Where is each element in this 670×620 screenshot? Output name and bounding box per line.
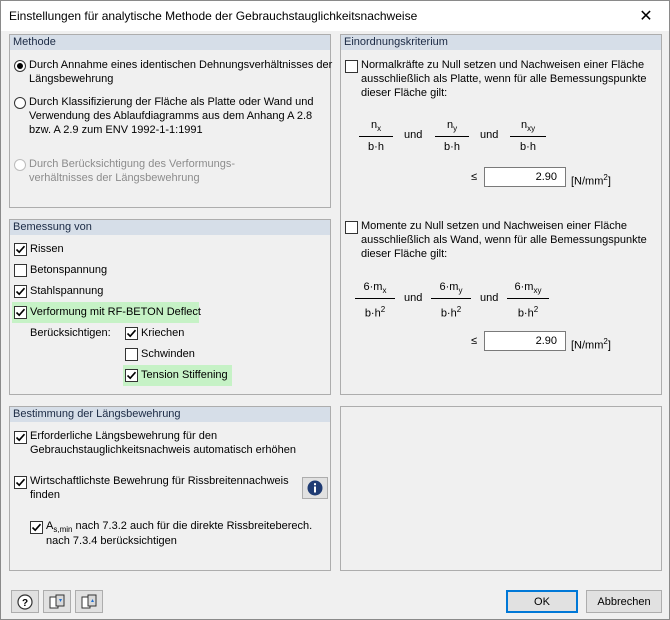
unit-label-1 [571, 170, 611, 190]
mx-den-base: b·h [364, 307, 381, 320]
radio-identical-strain[interactable] [14, 60, 26, 72]
mx-sub: x [382, 286, 387, 296]
fraction-my-denominator [431, 302, 471, 320]
fraction-bar [359, 136, 393, 137]
checkbox-rissen-label: Rissen [30, 243, 64, 255]
svg-text:?: ? [21, 597, 29, 609]
check-icon [15, 307, 26, 318]
my-sub: y [458, 286, 463, 296]
und-3: und [404, 292, 423, 304]
group-einordnung-header: Einordnungskriterium [341, 35, 661, 50]
unit-label-2 [571, 334, 611, 354]
help-icon [16, 594, 34, 610]
increase-reinforcement-label-1: Erforderliche Längsbewehrung für den [30, 430, 218, 442]
my-den-sup: 2 [456, 305, 462, 314]
group-methode-header: Methode [10, 35, 330, 50]
group-bemessung [9, 219, 331, 395]
fraction-bar [507, 298, 549, 299]
check-icon [126, 370, 137, 381]
increase-reinforcement-label-2: Gebrauchstauglichkeitsnachweis automatisch erhöhen [30, 444, 296, 456]
check-icon [31, 522, 42, 533]
fraction-nx-denominator: b·h [368, 141, 384, 153]
checkbox-wand[interactable] [345, 221, 358, 234]
fraction-my [431, 280, 471, 320]
radio-deformation-ratio-label-2: verhältnisses der Längsbewehrung [29, 172, 200, 184]
fraction-mxy [507, 280, 549, 320]
fraction-ny-denominator: b·h [444, 141, 460, 153]
ok-button[interactable]: OK [506, 590, 578, 613]
fraction-bar [355, 298, 395, 299]
checkbox-betonspannung[interactable] [14, 264, 27, 277]
group-methode [9, 34, 331, 208]
nxy-base: n [520, 119, 528, 131]
fraction-nxy [510, 118, 546, 155]
cancel-button[interactable]: Abbrechen [586, 590, 662, 613]
fraction-nxy-denominator: b·h [520, 141, 536, 153]
fraction-nx [359, 118, 393, 155]
check-icon [15, 286, 26, 297]
fraction-ny [435, 118, 469, 155]
empty-panel [340, 406, 662, 571]
group-bemessung-header: Bemessung von [10, 220, 330, 235]
as-min-subscript: s,min [53, 525, 73, 535]
nx-sub: x [377, 124, 382, 134]
save-defaults-button[interactable] [75, 590, 103, 613]
group-laengsbewehrung [9, 406, 331, 571]
wand-label-1: Momente zu Null setzen und Nachweisen einer Fläche [361, 220, 627, 232]
radio-deformation-ratio-label-1: Durch Berücksichtigung des Verformungs- [29, 158, 236, 170]
checkbox-tension-stiffening-label: Tension Stiffening [141, 369, 228, 381]
und-4: und [480, 292, 499, 304]
checkbox-verformung-label: Verformung mit RF-BETON Deflect [30, 306, 201, 318]
unit-post: ] [607, 175, 611, 188]
platte-label-2: ausschließlich als Platte, wenn für alle Bemessungspunkte [361, 73, 647, 85]
group-laengsbewehrung-header: Bestimmung der Längsbewehrung [10, 407, 330, 422]
economic-reinforcement-label-1: Wirtschaftlichste Bewehrung für Rissbreitennachweis [30, 475, 289, 487]
checkbox-tension-stiffening[interactable] [125, 369, 138, 382]
mxy-den-sup: 2 [533, 305, 539, 314]
economic-reinforcement-label-2: finden [30, 489, 60, 501]
load-defaults-button[interactable] [43, 590, 71, 613]
fraction-mxy-numerator [507, 280, 549, 295]
checkbox-stahlspannung-label: Stahlspannung [30, 285, 104, 297]
check-icon [126, 328, 137, 339]
checkbox-verformung[interactable] [14, 306, 27, 319]
radio-classification-label-2: Verwendung des Ablaufdiagramms aus dem Anhang A 2.8 [29, 110, 313, 122]
nxy-sub: xy [527, 124, 536, 134]
help-button[interactable] [11, 590, 39, 613]
wand-label-3: dieser Fläche gilt: [361, 248, 448, 260]
checkbox-rissen[interactable] [14, 243, 27, 256]
as-min-label-2: nach 7.3.4 berücksichtigen [46, 535, 177, 547]
title-bar [1, 1, 669, 31]
radio-classification-label-3: bzw. A 2.9 zum ENV 1992-1-1:1991 [29, 124, 203, 136]
checkbox-schwinden[interactable] [125, 348, 138, 361]
platte-label-3: dieser Fläche gilt: [361, 87, 448, 99]
checkbox-as-min[interactable] [30, 521, 43, 534]
close-button[interactable] [623, 1, 669, 31]
as-min-text: nach 7.3.2 auch für die direkte Rissbreiteberech. [72, 520, 313, 532]
mx-base: 6·m [363, 281, 383, 293]
fraction-mx-numerator [355, 280, 395, 295]
fraction-bar [435, 136, 469, 137]
mxy-base: 6·m [514, 281, 534, 293]
radio-deformation-ratio[interactable] [14, 159, 26, 171]
checkbox-platte[interactable] [345, 60, 358, 73]
checkbox-betonspannung-label: Betonspannung [30, 264, 108, 276]
checkbox-stahlspannung[interactable] [14, 285, 27, 298]
und-1: und [404, 129, 423, 141]
radio-classification-label-1: Durch Klassifizierung der Fläche als Platte oder Wand und [29, 96, 314, 108]
unit-post: ] [607, 339, 611, 352]
fraction-ny-numerator [435, 118, 469, 133]
close-icon: ✕ [639, 8, 653, 25]
ny-sub: y [453, 124, 458, 134]
save-defaults-icon [80, 594, 98, 610]
fraction-bar [431, 298, 471, 299]
check-icon [15, 244, 26, 255]
radio-identical-strain-label-2: Längsbewehrung [29, 73, 114, 85]
checkbox-kriechen-label: Kriechen [141, 327, 185, 339]
fraction-mxy-denominator [507, 302, 549, 320]
checkbox-schwinden-label: Schwinden [141, 348, 195, 360]
info-button[interactable] [302, 477, 328, 499]
group-einordnung [340, 34, 662, 395]
checkbox-increase-reinforcement[interactable] [14, 431, 27, 444]
my-base: 6·m [439, 281, 459, 293]
mxy-sub: xy [533, 286, 542, 296]
mxy-den-base: b·h [517, 307, 534, 320]
ny-base: n [446, 119, 454, 131]
nx-base: n [370, 119, 378, 131]
unit-pre: [N/mm [571, 175, 604, 188]
fraction-mx-denominator [355, 302, 395, 320]
my-den-base: b·h [440, 307, 457, 320]
unit-pre: [N/mm [571, 339, 604, 352]
checkbox-economic-reinforcement[interactable] [14, 476, 27, 489]
fraction-nx-numerator [359, 118, 393, 133]
dialog-title: Einstellungen für analytische Methode der Gebrauchstauglichkeitsnachweise [9, 9, 418, 23]
le-symbol-1: ≤ [471, 171, 478, 183]
beruecksichtigen-label: Berücksichtigen: [30, 327, 111, 339]
fraction-my-numerator [431, 280, 471, 295]
platte-limit-input[interactable]: 2.90 [484, 167, 566, 187]
info-icon [307, 480, 323, 496]
unit-sup: 2 [603, 173, 608, 182]
checkbox-kriechen[interactable] [125, 327, 138, 340]
unit-sup: 2 [603, 337, 608, 346]
wand-label-2: ausschließlich als Wand, wenn für alle Bemessungspunkte [361, 234, 647, 246]
platte-label-1: Normalkräfte zu Null setzen und Nachweisen einer Fläche [361, 59, 645, 71]
check-icon [15, 432, 26, 443]
as-min-symbol: A [46, 520, 54, 532]
fraction-bar [510, 136, 546, 137]
le-symbol-2: ≤ [471, 335, 478, 347]
radio-identical-strain-label-1: Durch Annahme eines identischen Dehnungsverhältnisses der [29, 59, 333, 71]
load-defaults-icon [48, 594, 66, 610]
fraction-mx [355, 280, 395, 320]
wand-limit-input[interactable]: 2.90 [484, 331, 566, 351]
radio-classification[interactable] [14, 97, 26, 109]
und-2: und [480, 129, 499, 141]
check-icon [15, 477, 26, 488]
fraction-nxy-numerator [510, 118, 546, 133]
mx-den-sup: 2 [380, 305, 386, 314]
